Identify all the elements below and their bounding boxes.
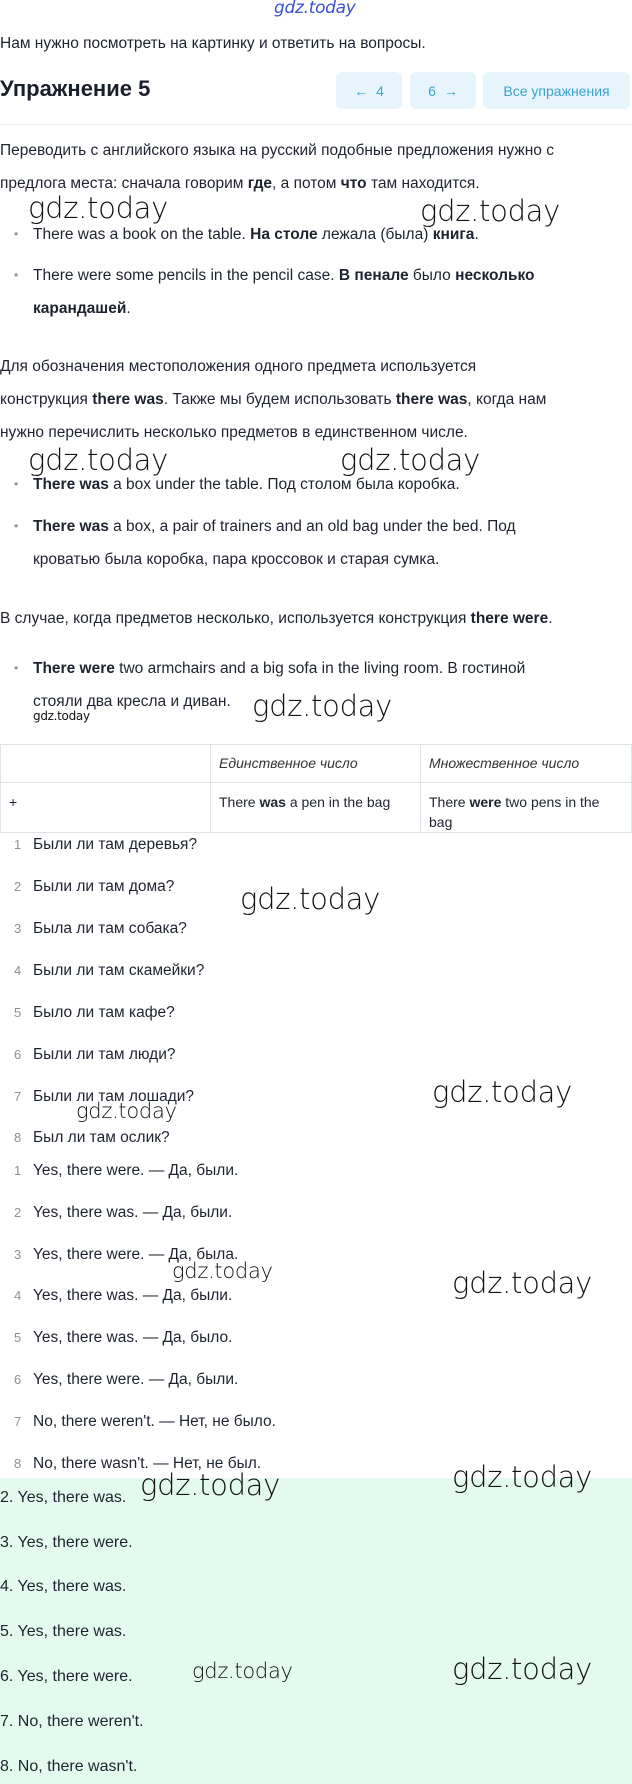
watermark: gdz.today — [452, 1460, 593, 1494]
answer-line: 3. Yes, there were. — [0, 1534, 133, 1551]
answer-line: 5. Yes, there was. — [0, 1623, 127, 1640]
list-item: 5 Было ли там кафе? — [14, 1004, 175, 1021]
list-item: 7 Были ли там лошади? — [14, 1088, 195, 1105]
list-item: 1 Yes, there were. — Да, были. — [14, 1162, 239, 1179]
watermark: gdz.today — [274, 0, 356, 18]
rule2-paragraph: Для обозначения местоположения одного предмета используется конструкция there was. Также мы будем использовать there was, когда нам нужно перечислить несколько предметов в единственном числе. — [0, 358, 547, 441]
table-row — [1, 783, 632, 833]
table-header: Единственное число — [211, 745, 421, 783]
list-item: 6 Были ли там люди? — [14, 1046, 176, 1063]
watermark: gdz.today — [33, 709, 90, 723]
watermark: gdz.today — [140, 1468, 281, 1502]
watermark: gdz.today — [28, 443, 169, 477]
arrow-right-icon: → — [443, 82, 458, 99]
list-item: 2 Yes, there was. — Да, были. — [14, 1204, 233, 1221]
watermark: gdz.today — [452, 1266, 593, 1300]
list-item: 6 Yes, there were. — Да, были. — [14, 1371, 239, 1388]
watermark: gdz.today — [76, 1099, 177, 1123]
prev-exercise-button[interactable]: ← 4 — [336, 72, 402, 109]
list-item: 2 Были ли там дома? — [14, 878, 175, 895]
rule3-paragraph: В случае, когда предметов несколько, используется конструкция there were. — [0, 610, 553, 627]
watermark: gdz.today — [420, 194, 561, 228]
table-header: Множественное число — [421, 745, 632, 783]
watermark: gdz.today — [432, 1075, 573, 1109]
watermark: gdz.today — [28, 191, 169, 225]
grammar-table — [0, 744, 632, 833]
answer-line: 2. Yes, there was. — [0, 1489, 127, 1506]
list-item: 8 No, there wasn't. — Нет, не был. — [14, 1455, 262, 1472]
answer-line: 6. Yes, there were. — [0, 1668, 133, 1685]
all-exercises-button[interactable]: Все упражнения — [483, 72, 630, 109]
list-item: 8 Был ли там ослик? — [14, 1129, 170, 1146]
page-title: Упражнение 5 — [0, 76, 151, 101]
next-exercise-button[interactable]: 6 → — [410, 72, 476, 109]
answer-line: 7. No, there weren't. — [0, 1713, 144, 1730]
list-item: • There were some pencils in the pencil case. В пенале было несколько карандашей. — [14, 267, 535, 317]
list-item: 7 No, there weren't. — Нет, не было. — [14, 1413, 276, 1430]
divider — [0, 124, 632, 125]
list-item: 3 Была ли там собака? — [14, 920, 187, 937]
list-item: 4 Yes, there was. — Да, были. — [14, 1287, 233, 1304]
watermark: gdz.today — [452, 1652, 593, 1686]
watermark: gdz.today — [192, 1659, 293, 1683]
list-item: 1 Были ли там деревья? — [14, 836, 198, 853]
watermark: gdz.today — [340, 443, 481, 477]
rule1-paragraph: Переводить с английского языка на русский подобные предложения нужно с предлога места: сначала говорим где, а потом что там находится. — [0, 142, 554, 192]
answer-line: 4. Yes, there was. — [0, 1578, 127, 1595]
answer-line: 8. No, there wasn't. — [0, 1758, 138, 1775]
watermark: gdz.today — [172, 1259, 273, 1283]
table-header-empty — [1, 745, 211, 783]
table-cell: There was a pen in the bag — [211, 783, 421, 833]
watermark: gdz.today — [240, 882, 381, 916]
table-cell: There were two pens in the bag — [421, 783, 632, 833]
table-cell: + — [1, 783, 211, 833]
watermark: gdz.today — [252, 689, 393, 723]
list-item: 3 Yes, there were. — Да, была. — [14, 1246, 239, 1263]
arrow-left-icon: ← — [354, 82, 369, 99]
list-item: 5 Yes, there was. — Да, было. — [14, 1329, 233, 1346]
list-item: 4 Были ли там скамейки? — [14, 962, 205, 979]
intro-text: Нам нужно посмотреть на картинку и ответить на вопросы. — [0, 35, 426, 52]
